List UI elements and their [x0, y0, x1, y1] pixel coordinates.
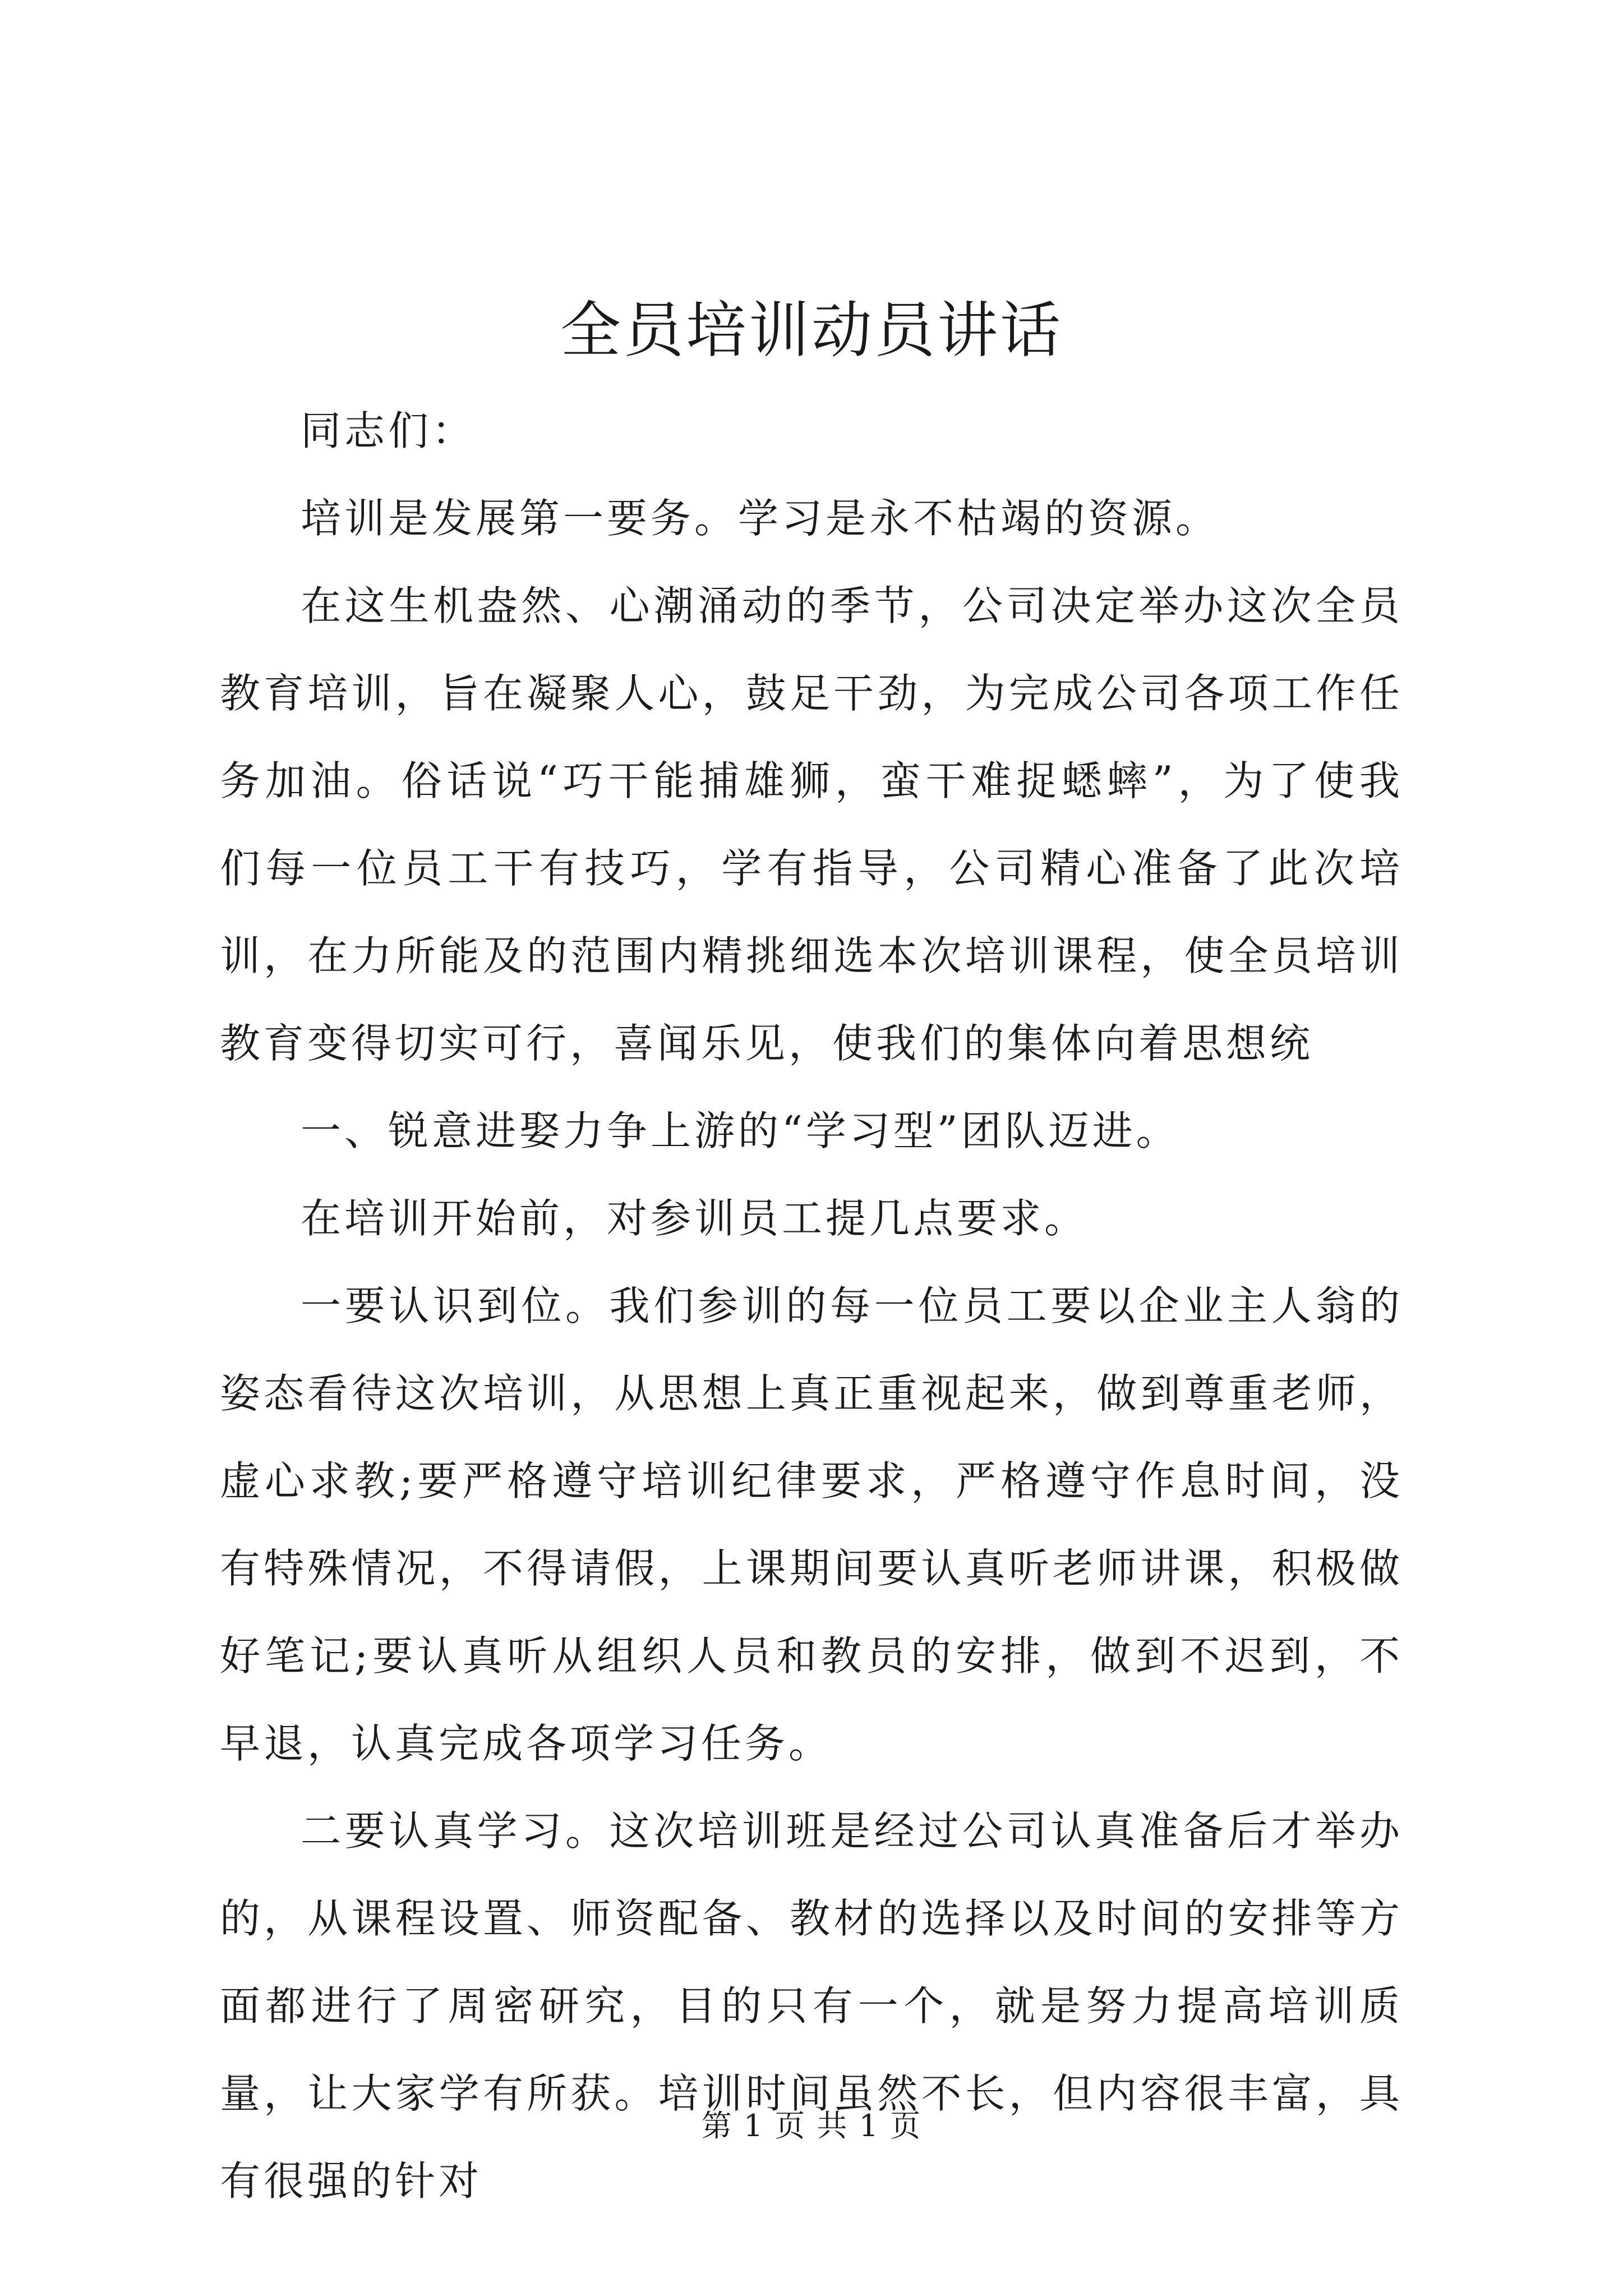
document-title: 全员培训动员讲话	[560, 296, 1063, 366]
page-number-footer: 第 1 页 共 1 页	[701, 2108, 922, 2143]
paragraph: 在这生机盎然、心潮涌动的季节，公司决定举办这次全员教育培训，旨在凝聚人心，鼓足干劲，为完成公司各项工作任务加油。俗话说“巧干能捕雄狮，蛮干难捉蟋蟀”，为了使我们每一位员工干有技巧，学有指导，公司精心准备了此次培训，在力所能及的范围内精挑细选本次培训课程，使全员培训教育变得切实可行，喜闻乐见，使我们的集体向着思想统	[220, 582, 1403, 1067]
paragraph: 一、锐意进娶力争上游的“学习型”团队迈进。	[301, 1107, 1180, 1154]
paragraph: 培训是发展第一要务。学习是永不枯竭的资源。	[301, 495, 1220, 542]
paragraph: 二要认真学习。这次培训班是经过公司认真准备后才举办的，从课程设置、师资配备、教材的选择以及时间的安排等方面都进行了周密研究，目的只有一个，就是努力提高培训质量，让大家学有所获。培训时间虽然不长，但内容很丰富，具有很强的针对	[220, 1807, 1403, 2205]
paragraph: 一要认识到位。我们参训的每一位员工要以企业主人翁的姿态看待这次培训，从思想上真正重视起来，做到尊重老师，虚心求教;要严格遵守培训纪律要求，严格遵守作息时间，没有特殊情况，不得请假，上课期间要认真听老师讲课，积极做好笔记;要认真听从组织人员和教员的安排，做到不迟到，不早退，认真完成各项学习任务。	[220, 1282, 1403, 1767]
paragraph: 在培训开始前，对参训员工提几点要求。	[301, 1195, 1089, 1242]
paragraph-salutation: 同志们：	[301, 407, 476, 454]
document-body	[220, 387, 1403, 2225]
